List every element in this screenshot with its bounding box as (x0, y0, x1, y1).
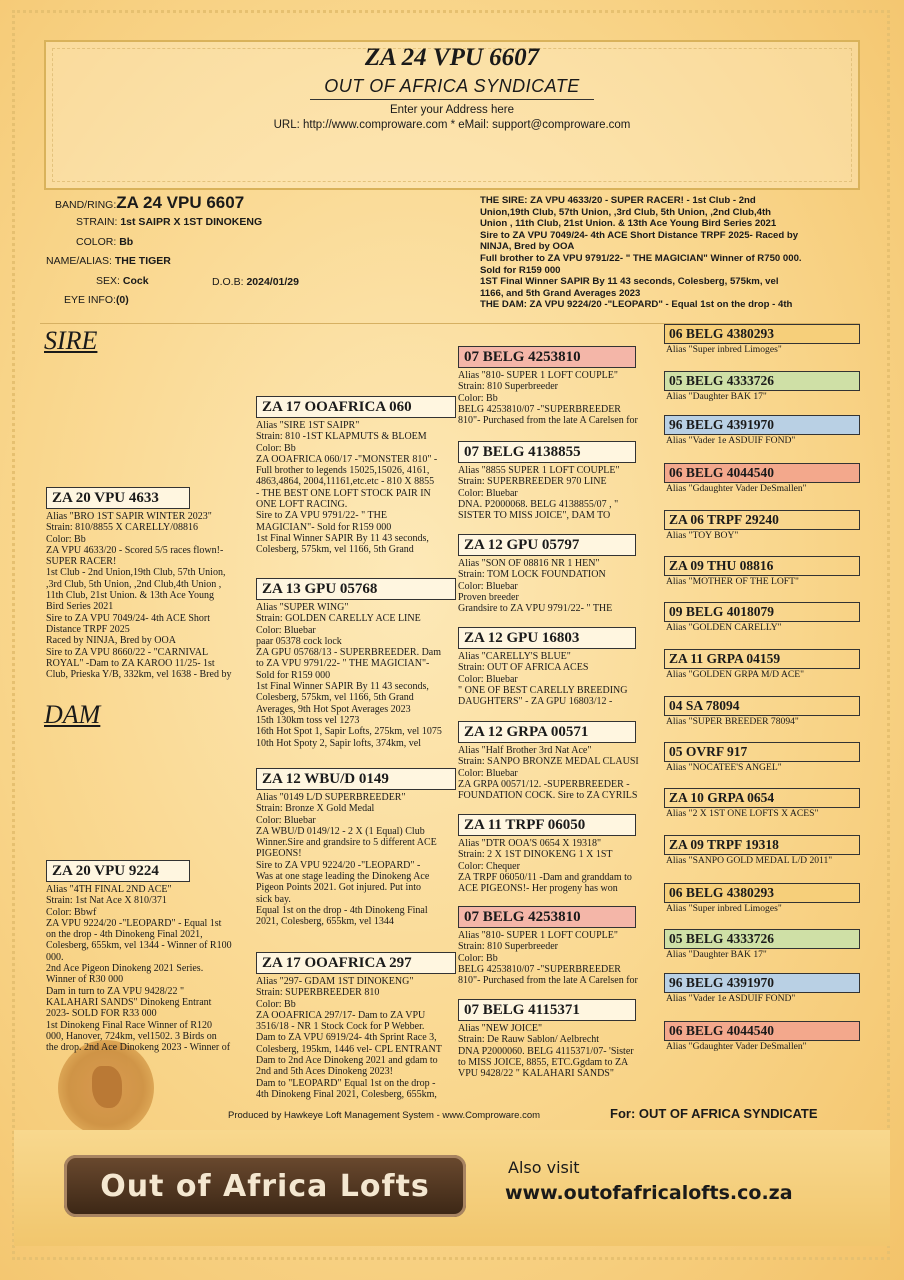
ring-number: ZA 09 TRPF 19318 (664, 835, 860, 855)
sire-dam-card: ZA 13 GPU 05768 Alias "SUPER WING" Strain: GOLDEN CARELLY ACE LINE Color: Bluebar paar 05378 cock lock ZA GPU 05768/13 - SUPERBREEDER. Dam to ZA VPU 9791/22- " THE MAGICIAN"- Sold for R159 000 1st Final Winner SAPIR By 11 43 seconds, Colesberg, 575km, vel 1166, 5th Grand Averages, 9th Hot Spot Averages 2023 15th 130km toss vel 1273 16th Hot Spot 1, Sapir Lofts, 275km, vel 1075 10th Hot Spoty 2, Sapir lofts, 374km, vel (256, 578, 456, 764)
ring-number: ZA 17 OOAFRICA 297 (256, 952, 456, 974)
band-value: ZA 24 VPU 6607 (116, 193, 245, 212)
page-subtitle: OUT OF AFRICA SYNDICATE (324, 76, 580, 96)
eye-value: (0) (115, 294, 129, 306)
ring-number: ZA 12 GRPA 00571 (458, 721, 636, 743)
eye-row: EYE INFO:(0) (64, 294, 129, 306)
syndicate-line: For: OUT OF AFRICA SYNDICATE (610, 1106, 818, 1121)
gen4-card: 06 BELG 4380293 Alias "Super inbred Limoges" (664, 883, 860, 915)
gen4-card: 06 BELG 4044540 Alias "Gdaughter Vader DeSmallen" (664, 463, 860, 495)
gen3-card: 07 BELG 4253810 Alias "810- SUPER 1 LOFT COUPLE" Strain: 810 Superbreeder Color: Bb BELG 4253810/07 -"SUPERBREEDER 810"- Purchased from the late A Carelsen for (458, 346, 660, 434)
url-line: URL: http://www.comproware.com * eMail: support@comproware.com (273, 119, 631, 131)
brand-logo: Out of Africa Lofts (64, 1155, 466, 1217)
gen4-card: 05 OVRF 917 Alias "NOCATEE'S ANGEL" (664, 742, 860, 774)
dob-value: 2024/01/29 (246, 276, 299, 288)
band-label: BAND/RING: (55, 199, 117, 211)
ring-number: ZA 13 GPU 05768 (256, 578, 456, 600)
name-value: THE TIGER (114, 255, 171, 267)
ring-number: 09 BELG 4018079 (664, 602, 860, 622)
subtitle-rule (310, 99, 594, 100)
ring-number: ZA 17 OOAFRICA 060 (256, 396, 456, 418)
ring-number: 05 BELG 4333726 (664, 371, 860, 391)
strain-value: 1st SAIPR X 1ST DINOKENG (120, 216, 263, 228)
ring-number: 96 BELG 4391970 (664, 415, 860, 435)
gen3-card: 07 BELG 4253810 Alias "810- SUPER 1 LOFT COUPLE" Strain: 810 Superbreeder Color: Bb BELG 4253810/07 -"SUPERBREEDER 810"- Purchased from the late A Carelsen for (458, 906, 660, 994)
ring-number: ZA 11 TRPF 06050 (458, 814, 636, 836)
gen4-card: 05 BELG 4333726 Alias "Daughter BAK 17" (664, 371, 860, 403)
ring-number: ZA 09 THU 08816 (664, 556, 860, 576)
ring-number: 96 BELG 4391970 (664, 973, 860, 993)
ring-number: 06 BELG 4044540 (664, 1021, 860, 1041)
website-link[interactable]: www.outofafricalofts.co.za (505, 1182, 793, 1204)
gen4-card: ZA 11 GRPA 04159 Alias "GOLDEN GRPA M/D ACE" (664, 649, 860, 681)
ring-number: 05 OVRF 917 (664, 742, 860, 762)
gen4-card: ZA 10 GRPA 0654 Alias "2 X 1ST ONE LOFTS X ACES" (664, 788, 860, 820)
gen3-card: ZA 11 TRPF 06050 Alias "DTR OOA'S 0654 X 19318" Strain: 2 X 1ST DINOKENG 1 X 1ST Color: Chequer ZA TRPF 06050/11 -Dam and granddam to ACE PIGEONS!- Her progeny has won (458, 814, 660, 902)
gen4-card: 06 BELG 4044540 Alias "Gdaughter Vader DeSmallen" (664, 1021, 860, 1053)
dam-label: DAM (44, 700, 101, 729)
ring-number: ZA 10 GRPA 0654 (664, 788, 860, 808)
ring-number: 07 BELG 4115371 (458, 999, 636, 1021)
ring-number: 06 BELG 4380293 (664, 883, 860, 903)
dam-dam-card: ZA 17 OOAFRICA 297 Alias "297- GDAM 1ST DINOKENG" Strain: SUPERBREEDER 810 Color: Bb ZA OOAFRICA 297/17- Dam to ZA VPU 3516/18 - NR 1 Stock Cock for P Webber. Dam to ZA VPU 6919/24- 4th Sprint Race 3, Colesberg, 195km, 1446 vel- CPL ENTRANT Dam to 2nd Ace Dinokeng 2021 and gdam to 2nd and 5th Aces Dinokeng 2023! Dam to "LEOPARD" Equal 1st on the drop - 4th Dinokeng Final 2021, Colesberg, 655km, (256, 952, 456, 1110)
sex-row: SEX: Cock (96, 275, 149, 287)
pedigree-summary: THE SIRE: ZA VPU 4633/20 - SUPER RACER! - 1st Club - 2nd Union,19th Club, 57th Union, ,3rd Club, 5th Union, ,2nd Club,4th Union , 11th Club, 21st Union. & 13th Ace Young Bird Series 2021 Sire to ZA VPU 7049/24- 4th ACE Short Distance TRPF 2025- Raced by NINJA, Bred by OOA Full brother to ZA VPU 9791/22- " THE MAGICIAN" Winner of R750 000. Sold for R159 000 1ST Final Winner SAPIR By 11 43 seconds, Colesberg, 575km, vel 1166, and 5th Grand Averages 2023 THE DAM: ZA VPU 9224/20 -"LEOPARD" - Equal 1st on the drop - 4th (480, 195, 802, 311)
ring-number: 07 BELG 4253810 (458, 346, 636, 368)
gen3-card: ZA 12 GPU 16803 Alias "CARELLY'S BLUE" Strain: OUT OF AFRICA ACES Color: Bluebar " ONE OF BEST CARELLY BREEDING DAUGHTERS" - ZA GPU 16803/12 - (458, 627, 660, 715)
dob-row: D.O.B: 2024/01/29 (212, 276, 299, 288)
color-value: Bb (119, 236, 134, 248)
gen4-card: ZA 09 THU 08816 Alias "MOTHER OF THE LOFT" (664, 556, 860, 588)
ring-number: 05 BELG 4333726 (664, 929, 860, 949)
gen3-card: 07 BELG 4115371 Alias "NEW JOICE" Strain: De Rauw Sablon/ Aelbrecht DNA P2000060. BELG 4115371/07- 'Sister to MISS JOICE, 8855, ETC.Ggdam to ZA VPU 9428/22 " KALAHARI SANDS" (458, 999, 660, 1087)
gen4-card: ZA 09 TRPF 19318 Alias "SANPO GOLD MEDAL L/D 2011" (664, 835, 860, 867)
gen4-card: 05 BELG 4333726 Alias "Daughter BAK 17" (664, 929, 860, 961)
ring-number: ZA 20 VPU 4633 (46, 487, 190, 509)
gen4-card: 04 SA 78094 Alias "SUPER BREEDER 78094" (664, 696, 860, 728)
produced-by: Produced by Hawkeye Loft Management System - www.Comproware.com (228, 1110, 541, 1121)
visit-label: Also visit (508, 1158, 580, 1177)
dam-sire-card: ZA 12 WBU/D 0149 Alias "0149 L/D SUPERBREEDER" Strain: Bronze X Gold Medal Color: Bluebar ZA WBU/D 0149/12 - 2 X (1 Equal) Club Winner.Sire and grandsire to 5 different ACE PIGEONS! Sire to ZA VPU 9224/20 -"LEOPARD" - Was at one stage leading the Dinokeng Ace Pigeon Points 2021. Got injured. Put into sick bay. Equal 1st on the drop - 4th Dinokeng Final 2021, Colesberg, 655km, vel 1344 (256, 768, 456, 940)
gen3-card: ZA 12 GPU 05797 Alias "SON OF 08816 NR 1 HEN" Strain: TOM LOCK FOUNDATION Color: Bluebar Proven breeder Grandsire to ZA VPU 9791/22- " THE (458, 534, 660, 622)
gen4-card: ZA 06 TRPF 29240 Alias "TOY BOY" (664, 510, 860, 542)
color-row: COLOR: Bb (76, 236, 134, 248)
sex-value: Cock (122, 275, 149, 287)
ring-number: 06 BELG 4380293 (664, 324, 860, 344)
ring-number: 06 BELG 4044540 (664, 463, 860, 483)
gen4-card: 06 BELG 4380293 Alias "Super inbred Limoges" (664, 324, 860, 356)
strain-row: STRAIN: 1st SAIPR X 1ST DINOKENG (76, 216, 263, 228)
gen4-card: 96 BELG 4391970 Alias "Vader 1e ASDUIF FOND" (664, 973, 860, 1005)
ring-number: ZA 12 WBU/D 0149 (256, 768, 456, 790)
gen4-card: 96 BELG 4391970 Alias "Vader 1e ASDUIF FOND" (664, 415, 860, 447)
ring-number: ZA 06 TRPF 29240 (664, 510, 860, 530)
name-row: NAME/ALIAS: THE TIGER (46, 255, 171, 267)
band-row (55, 193, 244, 213)
page-title: ZA 24 VPU 6607 (364, 44, 540, 71)
sire-card: ZA 20 VPU 4633 Alias "BRO 1ST SAPIR WINTER 2023" Strain: 810/8855 X CARELLY/08816 Color: Bb ZA VPU 4633/20 - Scored 5/5 races flown!- SUPER RACER! 1st Club - 2nd Union,19th Club, 57th Union, ,3rd Club, 5th Union, ,2nd Club,4th Union , 11th Club, 21st Union. & 13th Ace Young Bird Series 2021 Sire to ZA VPU 7049/24- 4th ACE Short Distance TRPF 2025 Raced by NINJA, Bred by OOA Sire to ZA VPU 8660/22 - "CARNIVAL ROYAL" -Dam to ZA KAROO 11/25- 1st Club, Prieska Y/B, 332km, vel 1638 - Bred by (46, 487, 254, 697)
sire-label: SIRE (44, 326, 98, 355)
ring-number: ZA 12 GPU 16803 (458, 627, 636, 649)
ring-number: ZA 20 VPU 9224 (46, 860, 190, 882)
ring-number: 07 BELG 4253810 (458, 906, 636, 928)
ring-number: ZA 12 GPU 05797 (458, 534, 636, 556)
ring-number: ZA 11 GRPA 04159 (664, 649, 860, 669)
gen3-card: ZA 12 GRPA 00571 Alias "Half Brother 3rd Nat Ace" Strain: SANPO BRONZE MEDAL CLAUSI Color: Bluebar ZA GRPA 00571/12. -SUPERBREEDER - FOUNDATION COCK. Sire to ZA CYRILS (458, 721, 660, 809)
dam-card: ZA 20 VPU 9224 Alias "4TH FINAL 2ND ACE" Strain: 1st Nat Ace X 810/371 Color: Bbwf ZA VPU 9224/20 -"LEOPARD" - Equal 1st on the drop - 4th Dinokeng Final 2021, Colesberg, 655km, vel 1344 - Winner of R100 000. 2nd Ace Pigeon Dinokeng 2021 Series. Winner of R30 000 Dam in turn to ZA VPU 9428/22 " KALAHARI SANDS" Dinokeng Entrant 2023- SOLD FOR R33 000 1st Dinokeng Final Race Winner of R120 000, Hanover, 724km, vel1502. 3 Birds on the drop. 2nd Ace Dinokeng 2023 - Winner of (46, 860, 254, 1070)
sire-sire-card: ZA 17 OOAFRICA 060 Alias "SIRE 1ST SAIPR" Strain: 810 -1ST KLAPMUTS & BLOEM Color: Bb ZA OOAFRICA 060/17 -"MONSTER 810" - Full brother to legends 15025,15026, 4161, 4863,4864, 2004,11161,etc.etc - 810 X 8855 - THE BEST ONE LOFT STOCK PAIR IN ONE LOFT RACING. Sire to ZA VPU 9791/22- " THE MAGICIAN"- Sold for R159 000 1st Final Winner SAPIR By 11 43 seconds, Colesberg, 575km, vel 1166, 5th Grand (256, 396, 456, 568)
address-line: Enter your Address here (389, 104, 514, 116)
gen3-card: 07 BELG 4138855 Alias "8855 SUPER 1 LOFT COUPLE" Strain: SUPERBREEDER 970 LINE Color: Bluebar DNA. P2000068. BELG 4138855/07 , " SISTER TO MISS JOICE", DAM TO (458, 441, 660, 529)
ring-number: 04 SA 78094 (664, 696, 860, 716)
ring-number: 07 BELG 4138855 (458, 441, 636, 463)
gen4-card: 09 BELG 4018079 Alias "GOLDEN CARELLY" (664, 602, 860, 634)
